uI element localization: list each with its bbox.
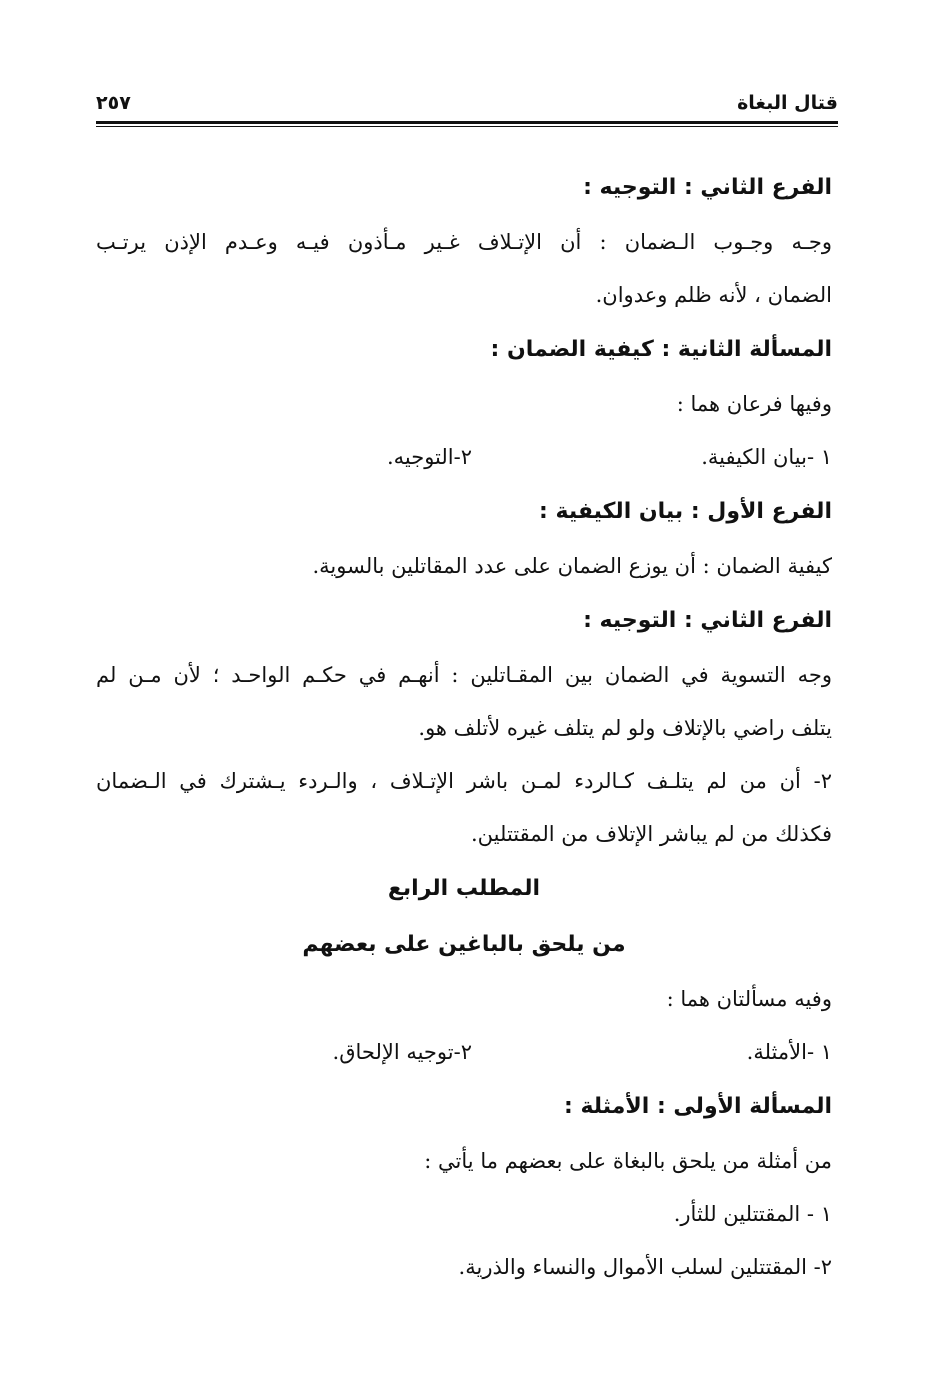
subchapter-subtitle: من يلحق بالباغين على بعضهم [302,932,626,957]
body-line: فكذلك من لم يباشر الإتلاف من المقتتلين. [471,822,832,846]
header-rule-thick [96,121,838,124]
list-item: ٢-توجيه الإلحاق. [332,1040,472,1064]
body-line: من أمثلة من يلحق بالبغاة على بعضهم ما يأتي : [424,1149,832,1173]
section-heading: الفرع الأول : بيان الكيفية : [539,499,832,524]
body-line: ٢- أن من لم يتلـف كـالردء لمـن باشر الإتـلاف ، والـردء يـشترك في الـضمان [96,769,832,793]
list-item: ١ -الأمثلة. [746,1040,832,1064]
section-heading: المسألة الثانية : كيفية الضمان : [490,337,832,362]
body-line: وفيها فرعان هما : [676,392,832,416]
section-heading: الفرع الثاني : التوجيه : [583,175,832,200]
body-line: وجـه وجـوب الـضمان : أن الإتـلاف غـير مـأذون فيـه وعـدم الإذن يرتـب [96,230,832,254]
page-number: ٢٥٧ [96,92,131,114]
body-line: يتلف راضي بالإتلاف ولو لم يتلف غيره لأتلف هو. [418,716,832,740]
list-item: ١ -بيان الكيفية. [701,445,832,469]
list-row [96,431,832,484]
chapter-title: قتال البغاة [737,92,838,114]
body-line: كيفية الضمان : أن يوزع الضمان على عدد المقاتلين بالسوية. [312,554,832,578]
section-heading: المسألة الأولى : الأمثلة : [564,1094,832,1119]
list-item: ٢- المقتتلين لسلب الأموال والنساء والذرية. [458,1255,832,1279]
list-item: ١ - المقتتلين للثأر. [673,1202,832,1226]
page-body [96,160,832,1294]
body-line: وجه التسوية في الضمان بين المقـاتلين : أنهـم في حكـم الواحـد ؛ لأن مـن لم [96,663,832,687]
section-heading: الفرع الثاني : التوجيه : [583,608,832,633]
list-item: ٢-التوجيه. [386,445,472,469]
list-row [96,1026,832,1079]
header-rule-thin [96,126,838,127]
body-line: وفيه مسألتان هما : [666,987,832,1011]
subchapter-title: المطلب الرابع [387,876,541,901]
body-line: الضمان ، لأنه ظلم وعدوان. [595,283,832,307]
